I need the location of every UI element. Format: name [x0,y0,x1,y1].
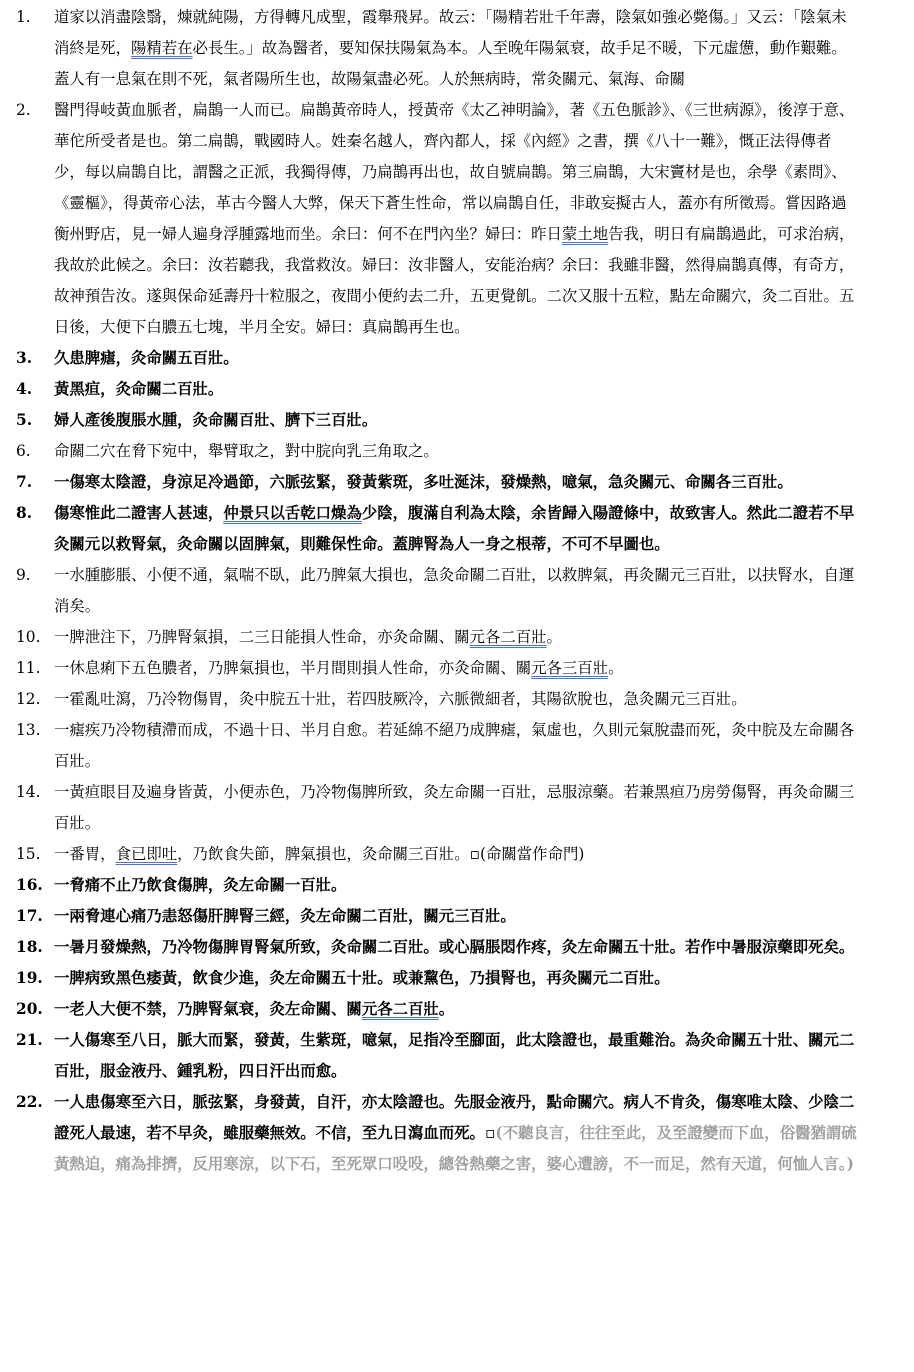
text-segment: 一黃疸眼目及遍身皆黃，小便赤色，乃冷物傷脾所致，灸左命關一百壯，忌服涼藥。若兼黑疸乃房勞傷腎，再灸命關三百壯。 [54,783,855,832]
list-item [0,653,914,684]
list-item-number: 8. [16,504,33,522]
text-segment: 黃黑疸，灸命關二百壯。 [54,380,224,398]
list-item-number: 5. [16,411,33,429]
text-segment: 一水腫膨脹、小便不通，氣喘不臥，此乃脾氣大損也，急灸命關二百壯，以救脾氣，再灸關元三百壯，以扶腎水，自運消矣。 [54,566,855,615]
list-item [0,2,914,95]
list-item [0,498,914,560]
list-item [0,715,914,777]
list-item-text [54,504,854,553]
text-segment: ，乃飲食失節，脾氣損也，灸命關三百壯。▫(命關當作命門) [177,845,585,863]
list-item-number: 9. [16,566,31,584]
text-segment: 陽精若在 [130,39,193,57]
text-segment: 少陰，腹滿自利為太陰，余皆歸入陽證條中，故致害人。然此二證若不早灸關元以救腎氣，灸命關以固脾氣，則難保性命。蓋脾腎為人一身之根蒂，不可不早圖也。 [54,504,855,553]
text-segment: 久患脾瘧，灸命關五百壯。 [54,349,239,367]
text-segment: 告我，明日有扁鵲過此，可求治病，我故於此候之。余曰：汝若聽我，我當救汝。婦曰：汝非醫人，安能治病？余曰：我雖非醫，然得扁鵲真傳，有奇方，故神預告汝。遂與保命延壽丹十粒服之，夜間小便約去二升，五更覺飢。二次又服十五粒，點左命關穴，灸二百壯。五日後，大便下白膿五七塊，半月全安。婦曰：真扁鵲再生也。 [54,225,855,336]
list-item [0,1087,914,1180]
list-item-text [54,938,854,956]
list-item-text [54,349,239,367]
list-item [0,901,914,932]
list-item-number: 18. [16,938,43,956]
text-segment: 元各二百壯 [361,1000,439,1018]
text-segment: 一瘧疾乃冷物積滯而成，不過十日、半月自愈。若延綿不絕乃成脾瘧，氣虛也，久則元氣脫盡而死，灸中脘及左命關各百壯。 [54,721,855,770]
list-item-number: 1. [16,8,31,26]
text-segment: 一霍亂吐瀉，乃冷物傷胃，灸中脘五十壯，若四肢厥冷，六脈微細者，其陽欲脫也，急灸關元三百壯。 [54,690,747,708]
list-item-text [54,101,854,336]
list-item-text [54,411,377,429]
text-segment: 一脾泄注下，乃脾腎氣損，二三日能損人性命，亦灸命關、關 [54,628,470,646]
list-item-text [54,845,584,863]
list-item-text [54,380,223,398]
list-item-number: 10. [16,628,41,646]
list-item-number: 15. [16,845,41,863]
list-item-number: 11. [16,659,41,677]
annotation-note: (不聽良言，往往至此，及至證變而下血，俗醫猶謂硫黃熱迫，痛為排擠，反用寒涼，以下石，至死眾口吺吺，總咎熱藥之害，婆心遭謗，不一而足，然有天道，何恤人言。) [54,1124,857,1173]
text-segment: 傷寒惟此二證害人甚速， [54,504,224,522]
list-item-number: 7. [16,473,33,491]
list-item [0,684,914,715]
list-item-number: 17. [16,907,43,925]
text-segment: 一脾病致黑色痿黃，飲食少進，灸左命關五十壯。或兼黧色，乃損腎也，再灸關元二百壯。 [54,969,670,987]
list-item-number: 16. [16,876,43,894]
list-item [0,560,914,622]
list-item [0,343,914,374]
text-segment: 。 [438,1000,455,1018]
list-item-text [54,8,847,88]
list-item-number: 6. [16,442,31,460]
text-segment: 一傷寒太陰證，身涼足冷過節，六脈弦緊，發黃紫斑，多吐涎沫，發燥熱，噫氣，急灸關元、命關各三百壯。 [54,473,793,491]
list-item-text [54,659,624,677]
list-item [0,932,914,963]
list-item-text [54,876,346,894]
list-item [0,777,914,839]
list-item-number: 19. [16,969,43,987]
text-segment: 一人傷寒至八日，脈大而緊，發黃，生紫斑，噫氣，足指冷至腳面，此太陰證也，最重難治。為灸命關五十壯、關元二百壯，服金液丹、鍾乳粉，四日汗出而愈。 [54,1031,855,1080]
document-body [0,2,914,1180]
list-item-number: 12. [16,690,41,708]
text-segment: 必長生。」故為醫者，要知保扶陽氣為本。人至晚年陽氣衰，故手足不暖，下元虛憊，動作艱難。蓋人有一息氣在則不死，氣者陽所生也，故陽氣盡必死。人於無病時，常灸關元、氣海、命關 [54,39,847,88]
list-item-number: 22. [16,1093,43,1111]
text-segment: 。 [546,628,562,646]
list-item [0,622,914,653]
list-item-text [54,442,439,460]
list-item-number: 13. [16,721,41,739]
list-item-text [54,907,516,925]
list-item-number: 14. [16,783,41,801]
list-item-number: 2. [16,101,31,119]
text-segment: 一人患傷寒至六日，脈弦緊，身發黃，自汗，亦太陰證也。先服金液丹，點命關穴。病人不肯灸，傷寒唯太陰、少陰二證死人最速，若不早灸，雖服藥無效。不信，至九日瀉血而死。▫ [54,1093,855,1142]
list-item-text [54,566,854,615]
text-segment: 仲景只以舌乾口燥為 [223,504,362,522]
text-segment: 蒙土地 [561,225,609,243]
list-item-text [54,1093,857,1173]
list-item-text [54,690,747,708]
list-item-text [54,721,854,770]
text-segment: 元各三百壯 [531,659,609,677]
list-item [0,839,914,870]
list-item-text [54,628,562,646]
text-segment: 食已即吐 [115,845,178,863]
list-item-text [54,969,670,987]
list-item-number: 21. [16,1031,43,1049]
list-item [0,994,914,1025]
list-item [0,963,914,994]
text-segment: 一休息痢下五色膿者，乃脾氣損也，半月間則損人性命，亦灸命關、關 [54,659,532,677]
text-segment: 命關二穴在脅下宛中，舉臂取之，對中脘向乳三角取之。 [54,442,439,460]
text-segment: 道家以消盡陰翳，煉就純陽，方得轉凡成聖，霞舉飛昇。故云：「陽精若壯千年壽，陰氣如強必斃傷。」又云：「陰氣未消終是死， [54,8,847,57]
list-item-number: 20. [16,1000,43,1018]
text-segment: 。 [608,659,624,677]
list-item-number: 4. [16,380,33,398]
text-segment: 婦人產後腹脹水腫，灸命關百壯、臍下三百壯。 [54,411,378,429]
list-item-text [54,473,793,491]
text-segment: 元各二百壯 [469,628,547,646]
list-item [0,405,914,436]
list-item-text [54,783,854,832]
text-segment: 醫門得岐黃血脈者，扁鵲一人而已。扁鵲黃帝時人，授黃帝《太乙神明論》，著《五色脈診》、《三世病源》，後淳于意、華佗所受者是也。第二扁鵲，戰國時人。姓秦名越人，齊內都人，採《內經》之書，撰《八十一難》，慨正法得傳者少，每以扁鵲自比，謂醫之正派，我獨得傳，乃扁鵲再出也，故自號扁鵲。第三扁鵲，大宋竇材是也，余學《素問》、《靈樞》，得黃帝心法，革古今醫人大弊，保天下蒼生性命，常以扁鵲自任，非敢妄擬古人，蓋亦有所徵焉。嘗因路過衡州野店，見一婦人遍身浮腫露地而坐。余曰：何不在門內坐？婦曰：昨日 [54,101,855,243]
text-segment: 一老人大便不禁，乃脾腎氣衰，灸左命關、關 [54,1000,362,1018]
text-segment: 一脅痛不止乃飲食傷脾，灸左命關一百壯。 [54,876,347,894]
text-segment: 一兩脅連心痛乃恚怒傷肝脾腎三經，灸左命關二百壯，關元三百壯。 [54,907,516,925]
list-item-number: 3. [16,349,33,367]
list-item [0,1025,914,1087]
text-segment: 一番胃， [54,845,116,863]
list-item [0,467,914,498]
list-item-text [54,1000,454,1018]
list-item [0,95,914,343]
text-segment: 一暑月發燥熱，乃冷物傷脾胃腎氣所致，灸命關二百壯。或心膈脹悶作疼，灸左命關五十壯。若作中暑服涼藥即死矣。 [54,938,855,956]
list-item [0,870,914,901]
list-item [0,436,914,467]
list-item [0,374,914,405]
list-item-text [54,1031,854,1080]
